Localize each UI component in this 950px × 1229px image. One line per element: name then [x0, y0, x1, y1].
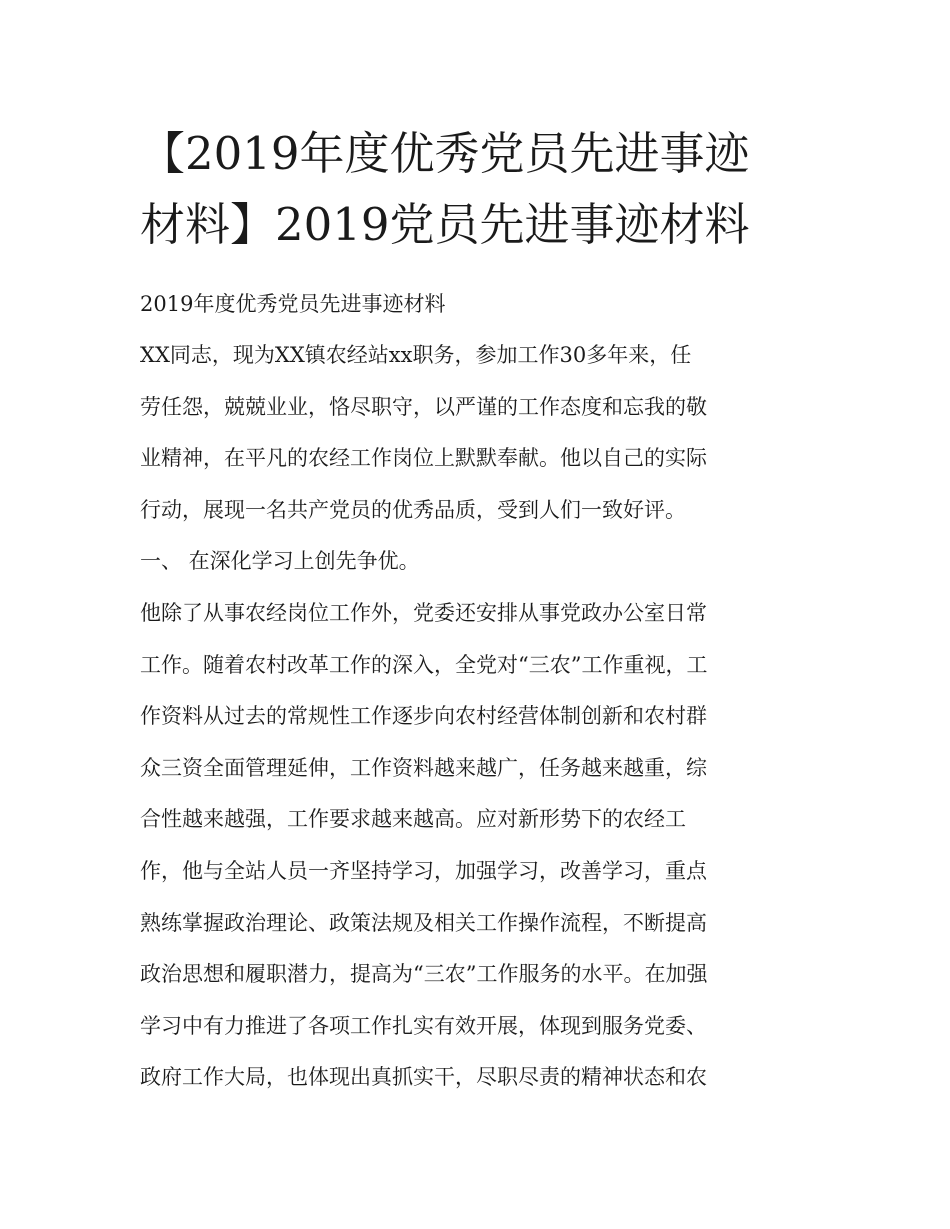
body-line: 行动，展现一名共产党员的优秀品质，受到人们一致好评。 [140, 497, 686, 522]
title-line-1: 【2019年度优秀党员先进事迹 [140, 127, 750, 180]
title-line-2: 材料】2019党员先进事迹材料 [140, 198, 750, 251]
body-line: 政府工作大局，也体现出真抓实干，尽职尽责的精神状态和农 [140, 1065, 707, 1090]
body-line: 劳任怨，兢兢业业，恪尽职守，以严谨的工作态度和忘我的敬 [140, 394, 707, 419]
body-line: 学习中有力推进了各项工作扎实有效开展，体现到服务党委、 [140, 1013, 707, 1038]
document-subtitle: 2019年度优秀党员先进事迹材料 [140, 292, 446, 316]
section-heading: 一、 在深化学习上创先争优。 [140, 549, 420, 574]
body-line: 作，他与全站人员一齐坚持学习，加强学习，改善学习，重点 [140, 858, 707, 883]
body-line: 熟练掌握政治理论、政策法规及相关工作操作流程，不断提高 [140, 910, 707, 935]
document-title [140, 118, 812, 260]
document-body [140, 330, 812, 1104]
body-line: 作资料从过去的常规性工作逐步向农村经营体制创新和农村群 [140, 704, 707, 729]
body-line: 政治思想和履职潜力，提高为“三农”工作服务的水平。在加强 [140, 962, 708, 987]
body-line: 工作。随着农村改革工作的深入，全党对“三农”工作重视，工 [140, 652, 708, 677]
body-line: 业精神，在平凡的农经工作岗位上默默奉献。他以自己的实际 [140, 446, 707, 471]
body-line: 众三资全面管理延伸，工作资料越来越广，任务越来越重，综 [140, 755, 707, 780]
body-line: XX同志，现为XX镇农经站xx职务，参加工作30多年来，任 [140, 343, 692, 367]
body-line: 合性越来越强，工作要求越来越高。应对新形势下的农经工 [140, 807, 686, 832]
body-line: 他除了从事农经岗位工作外，党委还安排从事党政办公室日常 [140, 600, 707, 625]
document-page [140, 118, 812, 1104]
